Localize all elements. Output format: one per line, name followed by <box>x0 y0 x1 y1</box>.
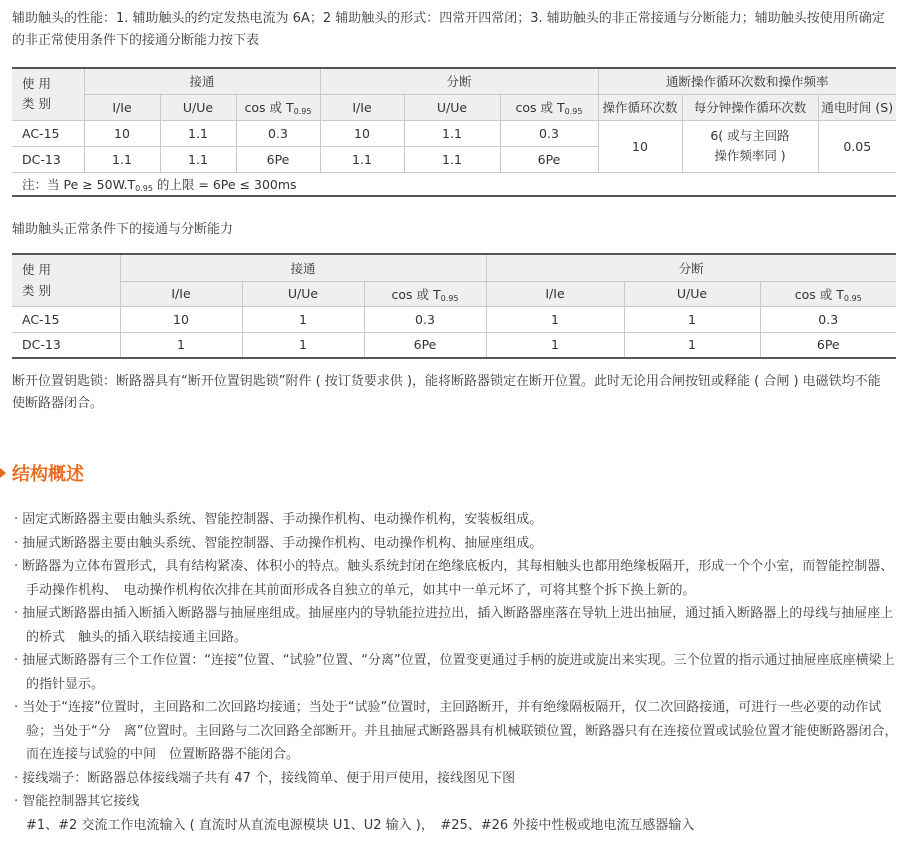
table-cell: 1 <box>624 332 760 358</box>
table-cell: 10 <box>120 306 242 332</box>
subheader: 通电时间 (S) <box>818 94 896 120</box>
table-cell: 1 <box>120 332 242 358</box>
table-cell: 6Pe <box>760 332 896 358</box>
table-cell: 6Pe <box>236 146 320 172</box>
list-item: · 当处于“连接”位置时，主回路和二次回路均接通；当处于“试验”位置时，主回路断开，并有绝缘隔板隔开，仅二次回路接通，可进行一些必要的动作试验；当处于“分 离”位置时。主回路与二次回路全部断开。并且抽屉式断路器具有机械联锁位置，断路器只有在连接位置或试验位置才能使断路器闭合，而在连接与试验的中间 位置断路器不能闭合。 <box>14 700 898 762</box>
subheader: U/Ue <box>624 281 760 306</box>
subheader: 操作循环次数 <box>598 94 682 120</box>
abnormal-make-break-table <box>12 67 896 197</box>
subheader: I/Ie <box>84 94 160 120</box>
table-cell: 10 <box>598 120 682 172</box>
table-cell: 1.1 <box>160 120 236 146</box>
list-item: · 智能控制器其它接线 <box>14 794 140 809</box>
table2-caption: 辅助触头正常条件下的接通与分断能力 <box>12 222 234 237</box>
chevron-right-icon <box>0 468 6 478</box>
subheader: cos 或 $T_{0.95}$ <box>760 281 896 306</box>
table-cell: 1.1 <box>404 146 500 172</box>
key-lock-paragraph: 断开位置钥匙锁：断路器具有“断开位置钥匙锁”附件 ( 按订货要求供 )，能将断路器锁定在断开位置。此时无论用合闸按钮或释能 ( 合闸 ) 电磁铁均不能使断路器闭合。 <box>12 374 881 411</box>
header-usage-category: 使 用 类 别 <box>12 254 120 306</box>
header-make: 接通 <box>120 254 486 281</box>
table-cell: AC-15 <box>12 120 84 146</box>
table-note: 注：当 $Pe \ge 50W.T_{0.95}$ 的上限 = 6Pe ≤ 300ms <box>12 172 896 196</box>
table-cell: AC-15 <box>12 306 120 332</box>
table-cell: 1.1 <box>84 146 160 172</box>
list-item: · 抽屉式断路器主要由触头系统、智能控制器、手动操作机构、电动操作机构、抽屉座组成。 <box>14 535 543 551</box>
table-row <box>12 332 896 358</box>
table-cell: 6Pe <box>364 332 486 358</box>
table-cell: 1 <box>624 306 760 332</box>
table-cell: 0.3 <box>236 120 320 146</box>
subheader: U/Ue <box>160 94 236 120</box>
structure-bullet-list <box>12 508 898 837</box>
header-operations: 通断操作循环次数和操作频率 <box>598 68 896 94</box>
list-item: · 固定式断路器主要由触头系统、智能控制器、手动操作机构、电动操作机构，安装板组成。 <box>14 512 543 527</box>
section-title-text: 结构概述 <box>12 464 84 485</box>
table-cell: 1 <box>242 332 364 358</box>
list-item: · 抽屉式断路器有三个工作位置：“连接”位置、“试验”位置、“分离”位置，位置变更通过手柄的旋进或旋出来实现。三个位置的指示通过抽屉座底座横梁上的指针显示。 <box>14 653 895 692</box>
table-cell: DC-13 <box>12 146 84 172</box>
subheader: I/Ie <box>120 281 242 306</box>
table-cell: 1.1 <box>404 120 500 146</box>
table-cell: 0.3 <box>364 306 486 332</box>
table-cell: 0.3 <box>760 306 896 332</box>
table-cell: 10 <box>84 120 160 146</box>
table-cell: 6Pe <box>500 146 598 172</box>
table-cell: 1 <box>486 332 624 358</box>
subheader: I/Ie <box>486 281 624 306</box>
table-cell: 1 <box>486 306 624 332</box>
list-item: #1、#2 交流工作电流输入 ( 直流时从直流电源模块 U1、U2 输入 )， #25、#26 外接中性极或地电流互感器输入 <box>26 817 695 833</box>
table-cell: DC-13 <box>12 332 120 358</box>
list-item: · 断路器为立体布置形式，具有结构紧凑、体积小的特点。触头系统封闭在绝缘底板内，其每相触头也都用绝缘板隔开，形成一个个小室，而智能控制器、手动操作机构、 电动操作机构依次排在其前面形成各自独立的单元，如其中一单元坏了，可将其整个拆下换上新的。 <box>14 559 894 598</box>
table-cell: 10 <box>320 120 404 146</box>
subheader: cos 或 $T_{0.95}$ <box>364 281 486 306</box>
subheader: cos 或 $T_{0.95}$ <box>500 94 598 120</box>
subheader: U/Ue <box>404 94 500 120</box>
table-row <box>12 120 896 146</box>
table-cell: 0.3 <box>500 120 598 146</box>
header-make: 接通 <box>84 68 320 94</box>
subheader: 每分钟操作循环次数 <box>682 94 818 120</box>
subheader: I/Ie <box>320 94 404 120</box>
table-row <box>12 306 896 332</box>
table-cell: 0.05 <box>818 120 896 172</box>
subheader: U/Ue <box>242 281 364 306</box>
header-break: 分断 <box>486 254 896 281</box>
table-cell: 6( 或与主回路 操作频率同 ) <box>682 120 818 172</box>
list-item: · 抽屉式断路器由插入断插入断路器与抽屉座组成。抽屉座内的导轨能拉进拉出，插入断路器座落在导轨上进出抽屉，通过插入断路器上的母线与抽屉座上的桥式 触头的插入联结接通主回路。 <box>14 606 894 645</box>
list-item: · 接线端子：断路器总体接线端子共有 47 个，接线简单、便于用戸使用，接线图见下图 <box>14 770 516 786</box>
table-cell: 1.1 <box>320 146 404 172</box>
normal-make-break-table <box>12 253 896 359</box>
intro-paragraph: 辅助触头的性能：1. 辅助触头的约定发热电流为 6A；2 辅助触头的形式：四常开四常闭；3. 辅助触头的非正常接通与分断能力；辅助触头按使用所确定的非正常使用条件下的接通分断能力按下表 <box>12 11 885 48</box>
header-break: 分断 <box>320 68 598 94</box>
subheader: cos 或 $T_{0.95}$ <box>236 94 320 120</box>
section-title <box>0 460 84 486</box>
table-cell: 1 <box>242 306 364 332</box>
header-usage-category: 使 用 类 别 <box>12 68 84 120</box>
table-cell: 1.1 <box>160 146 236 172</box>
